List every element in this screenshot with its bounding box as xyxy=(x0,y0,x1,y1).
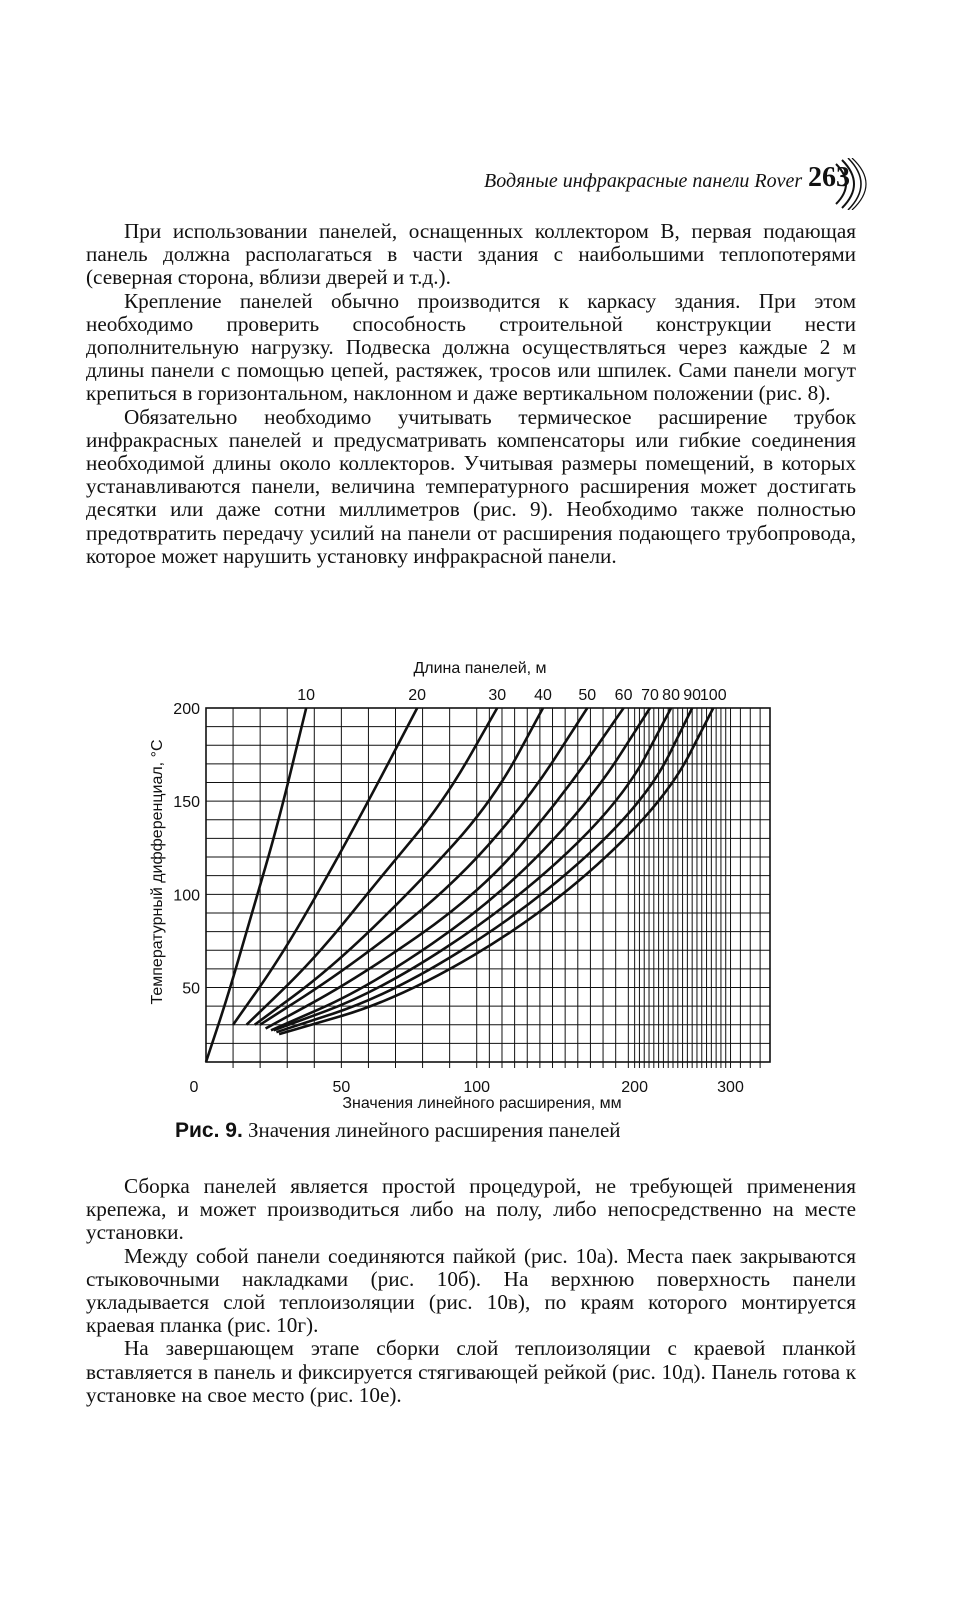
figure-9-chart xyxy=(130,650,830,1120)
y-tick-label: 50 xyxy=(182,980,200,998)
series-label-20: 20 xyxy=(408,687,427,704)
running-header xyxy=(470,160,870,210)
series-line-50 xyxy=(260,708,587,1025)
top-axis-title: Длина панелей, м xyxy=(413,660,547,677)
series-line-60 xyxy=(266,708,624,1029)
figure-caption-text: Значения линейного расширения панелей xyxy=(248,1118,621,1142)
series-label-40: 40 xyxy=(534,687,552,704)
paragraph: Обязательно необходимо учитывать термическое расширение трубок инфракрасных панелей и предусматривать компенсаторы или гибкие соединения необходимой длины около коллекторов. Учитывая размеры помещений, в которых устанавливаются панели, величина температурного расширения может достигать десятки или даже сотни миллиметров (рис. 9). Необходимо также полностью предотвратить передачу усилий на панели от расширения подающего трубопровода, которое может нарушить установку инфракрасной панели. xyxy=(86,404,856,568)
y-axis-title: Температурный дифференциал, °С xyxy=(149,739,166,1005)
paragraph: На завершающем этапе сборки слой теплоизоляции с краевой планкой вставляется в панель и фиксируется стягивающей рейкой (рис. 10д). Панель готова к установке на свое место (рис. 10е). xyxy=(86,1336,856,1407)
figure-label: Рис. 9. xyxy=(175,1119,243,1142)
paragraph: При использовании панелей, оснащенных коллектором В, первая подающая панель должна располагаться в части здания с наибольшими теплопотерями (северная сторона, вблизи дверей и т.д.). xyxy=(86,219,856,290)
x-tick-label: 200 xyxy=(621,1079,648,1096)
x-tick-label: 50 xyxy=(332,1079,351,1096)
running-title: Водяные инфракрасные панели Rover xyxy=(484,170,803,192)
series-label-80: 80 xyxy=(662,687,680,704)
x-axis-title: Значения линейного расширения, мм xyxy=(342,1095,622,1112)
series-line-10 xyxy=(206,708,306,1062)
body-text-top xyxy=(86,220,856,568)
x-tick-label: 0 xyxy=(189,1079,199,1096)
series-label-100: 100 xyxy=(699,687,727,704)
chart-curves xyxy=(206,708,713,1062)
paragraph: Сборка панелей является простой процедурой, не требующей применения крепежа, и может производиться либо на полу, либо непосредственно на месте установки. xyxy=(86,1174,856,1245)
page-number: 263 xyxy=(808,162,850,193)
expansion-chart-svg xyxy=(130,650,830,1120)
series-label-50: 50 xyxy=(578,687,597,704)
y-tick-label: 100 xyxy=(173,887,200,905)
paragraph: Крепление панелей обычно производится к каркасу здания. При этом необходимо проверить способность строительной конструкции нести дополнительную нагрузку. Подвеска должна осуществляться через каждые 2 м длины панели с помощью цепей, растяжек, тросов или шпилек. Сами панели могут крепиться в горизонтальном, наклонном и даже вертикальном положении (рис. 8). xyxy=(86,288,856,406)
x-tick-label: 300 xyxy=(717,1079,744,1096)
series-line-80 xyxy=(274,708,671,1030)
series-label-60: 60 xyxy=(614,687,633,704)
paragraph: Между собой панели соединяются пайкой (рис. 10а). Места паек закрываются стыковочными накладками (рис. 10б). На верхнюю поверхность панели укладывается слой теплоизоляции (рис. 10в), по краям которого монтируется краевая планка (рис. 10г). xyxy=(86,1243,856,1338)
signal-waves-icon xyxy=(830,158,870,210)
figure-caption xyxy=(175,1118,621,1143)
y-tick-label: 200 xyxy=(173,701,200,718)
series-line-30 xyxy=(247,708,498,1025)
series-label-90: 90 xyxy=(683,687,702,704)
series-label-10: 10 xyxy=(297,687,316,704)
y-tick-label: 150 xyxy=(173,794,200,812)
series-label-70: 70 xyxy=(641,687,659,704)
series-label-30: 30 xyxy=(488,687,507,704)
series-line-90 xyxy=(276,708,692,1032)
body-text-bottom xyxy=(86,1175,856,1407)
x-tick-label: 100 xyxy=(463,1079,491,1096)
